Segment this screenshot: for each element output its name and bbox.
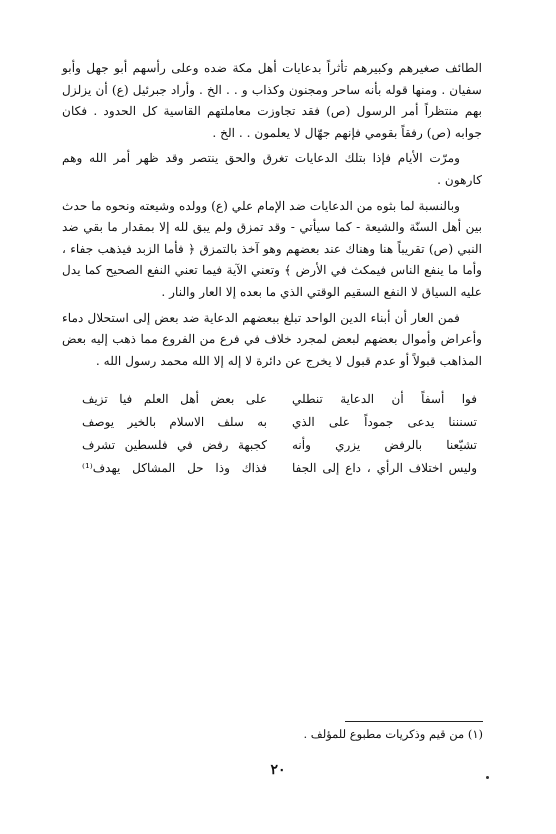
poem-verse: [82, 434, 477, 457]
paragraph: وبالنسبة لما بثوه من الدعايات ضد الإمام علي (ع) وولده وشيعته ونحوه ما حدث بين أهل السنّة والشيعة - كما سيأتي - وقد تمزق ولم يبق لله إلا بمقدار ما بقي ضد النبي (ص) تقريباً هنا وهناك عند بعضهم وهو آخذ بالتمزق ﴿ فأما الزبد فيذهب جفاء ، وأما ما ينفع الناس فيمكث في الأرض ﴾ وتعني الآية فيما تعني النفع الصحيح كما يدل عليه السياق لا النفع السقيم الوقتي الذي ما بعده إلا العار والنار .: [62, 198, 482, 299]
verse-first-hemistich: وليس اختلاف الرأي ، داع إلى الجفا: [292, 461, 477, 475]
verse-second-hemistich: به سلف الاسلام بالخير يوصف: [82, 415, 267, 429]
verse-first-hemistich: فوا أسفاً أن الدعاية تنطلي: [292, 392, 477, 406]
verse-second-hemistich: فذاك وذا حل المشاكل يهدف⁽¹⁾: [82, 461, 267, 475]
verse-second-hemistich: على بعض أهل العلم فيا تزيف: [82, 392, 267, 406]
verse-second-hemistich: كجبهة رفض في فلسطين تشرف: [82, 438, 267, 452]
verse-first-hemistich: تشيّعنا بالرفض يزري وأنه: [292, 438, 477, 452]
verse-first-hemistich: تسنننا يدعى جموداً على الذي: [292, 415, 477, 429]
print-mark: [486, 776, 489, 779]
body-text: [62, 58, 482, 376]
footnote: (١) من قيم وذكريات مطبوع للمؤلف .: [303, 727, 483, 741]
paragraph: الطائف صغيرهم وكبيرهم تأثراً بدعايات أهل مكة ضده وعلى رأسهم أبو جهل وأبو سفيان . ومنها قوله بأنه ساحر ومجنون وكذاب و . . الخ . وأراد جبرئيل (ع) أن يزلزل بهم منتظراً أمر الرسول (ص) فقد تجاوزت معاملتهم القاسية كل الحدود . فكان جوابه (ص) رفقاً بقومي فإنهم جهّال لا يعلمون . . الخ .: [62, 61, 482, 140]
paragraph: ومرّت الأيام فإذا بتلك الدعايات تغرق والحق ينتصر وقد ظهر أمر الله وهم كارهون .: [62, 151, 482, 187]
page-number: ٢٠: [270, 762, 286, 778]
paragraph: فمن العار أن أبناء الدين الواحد تبلغ ببعضهم الدعاية ضد بعض إلى استحلال دماء وأعراض وأموال بعضهم لبعض لمجرد خلاف في فرع من الفروع مما ذهب إليه بعض المذاهب قبولاً أو عدم قبول لا يخرج عن دائرة لا إله إلا الله محمد رسول الله .: [62, 310, 482, 368]
poem-verse: [82, 457, 477, 480]
poem-verse: [82, 411, 477, 434]
footnote-divider: [345, 721, 483, 722]
poem: [82, 388, 477, 480]
poem-verse: [82, 388, 477, 411]
